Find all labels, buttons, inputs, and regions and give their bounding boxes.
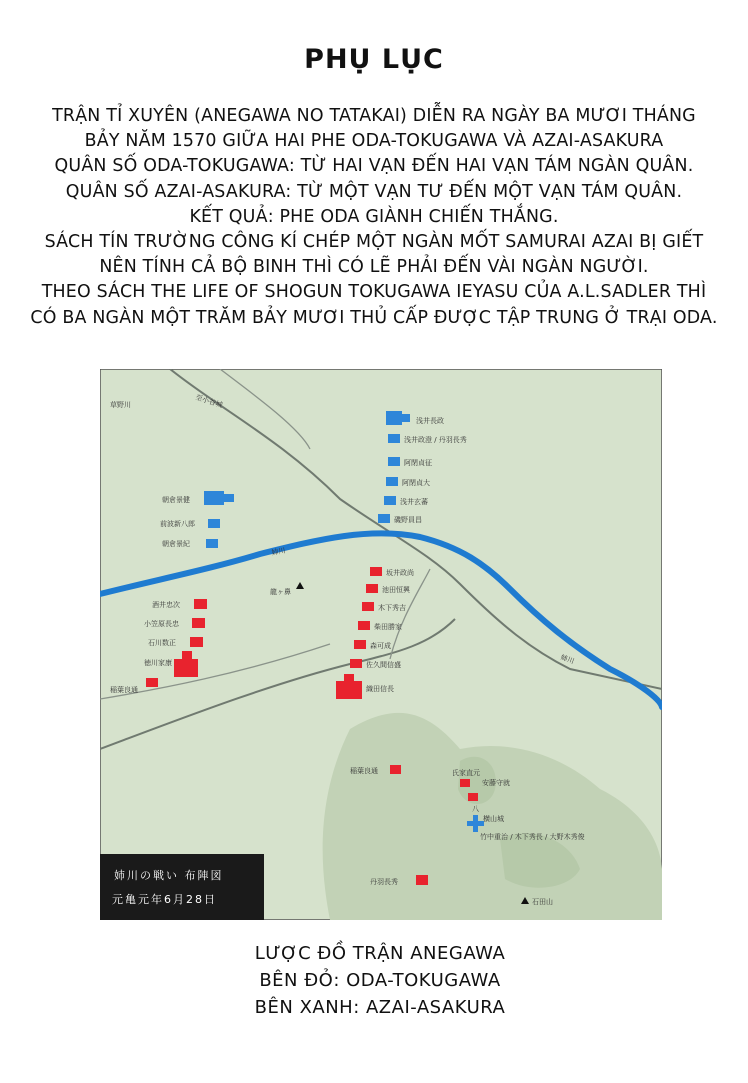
map-label-river-ane: 姉川 bbox=[270, 546, 287, 557]
caption-line: BÊN XANH: AZAI-ASAKURA bbox=[254, 997, 506, 1018]
paragraph-line: BẢY NĂM 1570 GIỮA HAI PHE ODA-TOKUGAWA VÀ AZAI-ASAKURA bbox=[84, 131, 664, 152]
oda-unit-label: 木下秀吉 bbox=[378, 604, 406, 612]
asakura-unit-label: 朝倉景紀 bbox=[162, 540, 190, 548]
oda-unit-marker bbox=[358, 621, 370, 630]
map-caption bbox=[0, 940, 748, 1021]
paragraph-line: TRẬN TỈ XUYÊN (ANEGAWA NO TATAKAI) DIỄN RA NGÀY BA MƯƠI THÁNG bbox=[52, 106, 696, 126]
asakura-unit-marker bbox=[206, 539, 218, 548]
map-label-river-north: 草野川 bbox=[110, 401, 131, 409]
map-label-river-east: 姉川 bbox=[559, 653, 576, 666]
oda-unit-marker bbox=[390, 765, 401, 774]
oda-unit-marker bbox=[344, 674, 354, 681]
azai-unit-marker bbox=[386, 477, 398, 486]
paragraph-line: QUÂN SỐ AZAI-ASAKURA: TỪ MỘT VẠN TƯ ĐẾN MỘT VẠN TÁM QUÂN. bbox=[65, 181, 683, 202]
cartouche-date: 元亀元年6月28日 bbox=[112, 893, 217, 906]
asakura-unit-label: 前波新八郎 bbox=[160, 520, 195, 528]
rear-unit-label: 丹羽長秀 bbox=[370, 878, 398, 886]
castle-marker-icon: 八 bbox=[472, 805, 479, 813]
oda-unit-marker bbox=[350, 659, 362, 668]
oda-unit-marker bbox=[336, 681, 362, 699]
tokugawa-unit-label: 石川数正 bbox=[148, 639, 176, 647]
paragraph-line: KẾT QUẢ: PHE ODA GIÀNH CHIẾN THẮNG. bbox=[189, 206, 559, 227]
paragraph-line: NÊN TÍNH CẢ BỘ BINH THÌ CÓ LẼ PHẢI ĐẾN VÀI NGÀN NGƯỜI. bbox=[99, 257, 649, 278]
azai-unit-label: 浅井政澄 / 丹羽長秀 bbox=[404, 436, 467, 444]
asakura-unit-marker bbox=[204, 491, 224, 505]
intro-paragraph bbox=[10, 104, 738, 331]
oda-unit-label: 坂井政尚 bbox=[386, 569, 414, 577]
azai-unit-marker bbox=[402, 414, 410, 422]
oda-unit-marker bbox=[416, 875, 428, 885]
tokugawa-unit-marker bbox=[174, 659, 198, 677]
azai-unit-label: 阿閉貞大 bbox=[402, 479, 430, 487]
tokugawa-unit-marker bbox=[192, 618, 205, 628]
asakura-unit-marker bbox=[208, 519, 220, 528]
oda-unit-marker bbox=[362, 602, 374, 611]
azai-unit-label: 浅井玄蕃 bbox=[400, 498, 428, 506]
azai-unit-marker bbox=[388, 434, 400, 443]
asakura-unit-marker bbox=[224, 494, 234, 502]
map-label-road-north: 至小谷城 bbox=[194, 393, 224, 410]
azai-unit-marker bbox=[384, 496, 396, 505]
tokugawa-unit-label: 小笠原長忠 bbox=[144, 620, 179, 628]
tokugawa-unit-marker bbox=[182, 651, 192, 659]
azai-unit-marker bbox=[388, 457, 400, 466]
map-label-castle: 横山城 bbox=[483, 815, 504, 823]
map-label-hill: 龍ヶ鼻 bbox=[270, 588, 291, 596]
tokugawa-unit-label: 稲葉良通 bbox=[110, 686, 138, 694]
oda-unit-marker bbox=[460, 779, 470, 787]
page-title: PHỤ LỤC bbox=[304, 44, 444, 75]
paragraph-line: SÁCH TÍN TRƯỜNG CÔNG KÍ CHÉP MỘT NGÀN MỐT SAMURAI AZAI BỊ GIẾT bbox=[44, 232, 704, 253]
oda-unit-label: 森可成 bbox=[370, 642, 391, 650]
azai-unit-label: 浅井長政 bbox=[416, 417, 444, 425]
oda-unit-label: 佐久間信盛 bbox=[366, 661, 401, 669]
oda-unit-label: 池田恒興 bbox=[382, 586, 410, 594]
paragraph-line: CÓ BA NGÀN MỘT TRĂM BẢY MƯƠI THỦ CẤP ĐƯỢC TẬP TRUNG Ở TRẠI ODA. bbox=[30, 307, 718, 328]
azai-unit-label: 磯野員昌 bbox=[394, 516, 422, 524]
map-label-hill: 石田山 bbox=[532, 898, 553, 906]
oda-unit-label: 織田信長 bbox=[366, 685, 394, 693]
tokugawa-unit-marker bbox=[146, 678, 158, 687]
map-cartouche bbox=[100, 854, 264, 920]
caption-line: BÊN ĐỎ: ODA-TOKUGAWA bbox=[259, 970, 501, 991]
azai-unit-marker bbox=[386, 411, 402, 425]
tokugawa-unit-marker bbox=[194, 599, 207, 609]
cartouche-title: 姉川の戦い 布陣図 bbox=[114, 869, 224, 882]
tokugawa-unit-label: 徳川家康 bbox=[144, 659, 172, 667]
tokugawa-unit-label: 酒井忠次 bbox=[152, 601, 180, 609]
rear-unit-label: 竹中重治 / 木下秀長 / 大野木秀俊 bbox=[480, 833, 585, 841]
oda-unit-marker bbox=[354, 640, 366, 649]
asakura-unit-label: 朝倉景健 bbox=[162, 496, 190, 504]
oda-unit-marker bbox=[468, 793, 478, 801]
oda-unit-marker bbox=[370, 567, 382, 576]
oda-unit-marker bbox=[366, 584, 378, 593]
rear-unit-label: 稲葉良通 bbox=[350, 767, 378, 775]
battle-map bbox=[100, 369, 662, 920]
caption-line: LƯỢC ĐỒ TRẬN ANEGAWA bbox=[254, 943, 506, 964]
tokugawa-unit-marker bbox=[190, 637, 203, 647]
paragraph-line: QUÂN SỐ ODA-TOKUGAWA: TỪ HAI VẠN ĐẾN HAI VẠN TÁM NGÀN QUÂN. bbox=[54, 156, 694, 177]
rear-unit-label: 氏家直元 bbox=[452, 769, 480, 777]
azai-unit-label: 阿閉貞征 bbox=[404, 459, 432, 467]
paragraph-line: THEO SÁCH THE LIFE OF SHOGUN TOKUGAWA IEYASU CỦA A.L.SADLER THÌ bbox=[41, 282, 707, 303]
rear-unit-label: 安藤守就 bbox=[482, 779, 510, 787]
oda-unit-label: 柴田勝家 bbox=[374, 623, 402, 631]
azai-unit-marker bbox=[378, 514, 390, 523]
